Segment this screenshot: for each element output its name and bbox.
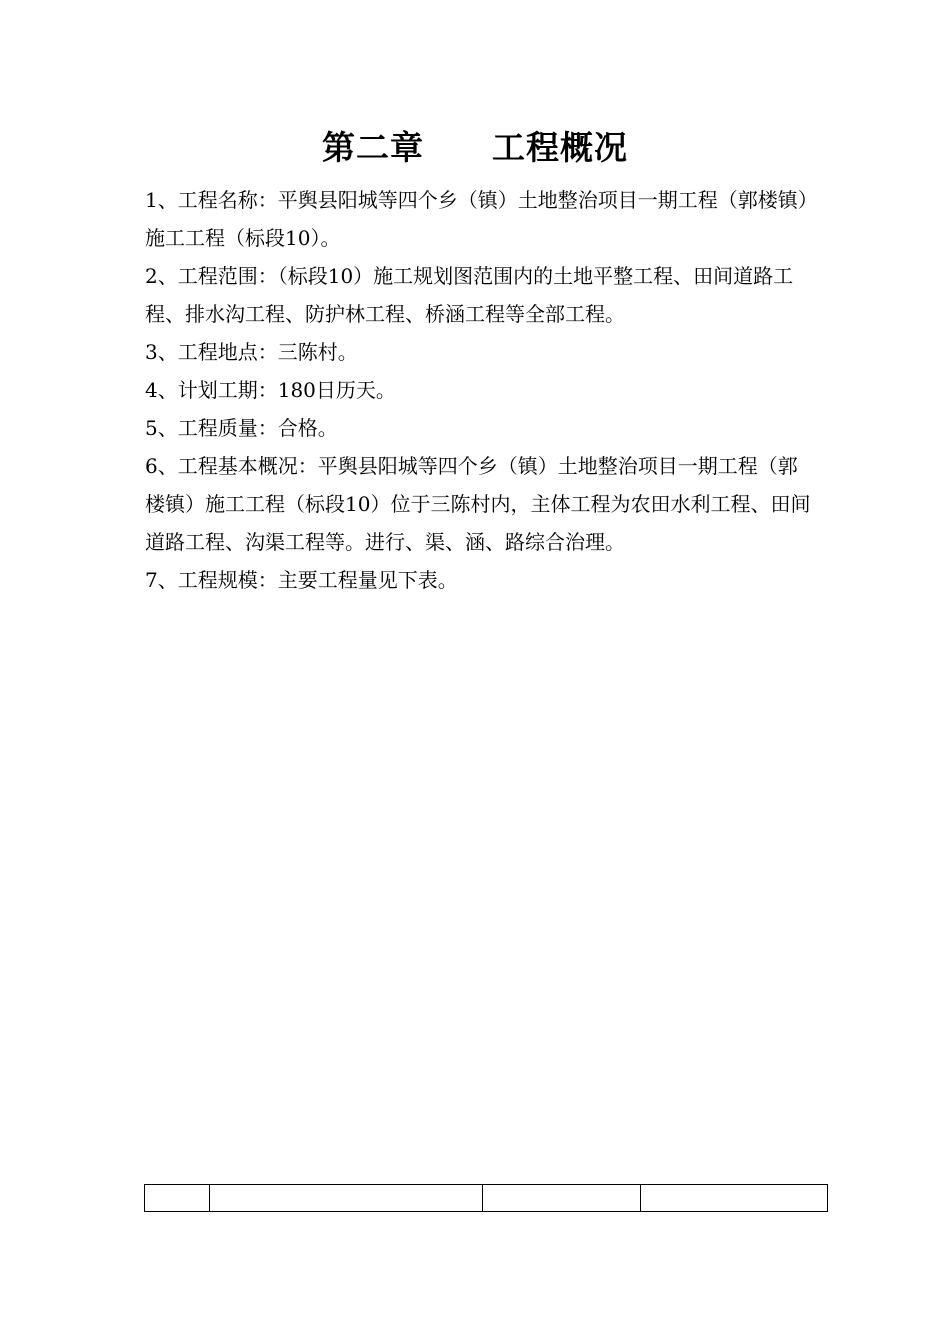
table-cell [483,1185,641,1212]
paragraph-project-name: 1、工程名称：平舆县阳城等四个乡（镇）土地整治项目一期工程（郭楼镇）施工工程（标段10）。 [145,188,808,250]
paragraph-project-scope: 2、工程范围：（标段10）施工规划图范围内的土地平整工程、田间道路工程、排水沟工程、防护林工程、桥涵工程等全部工程。 [145,264,794,326]
paragraph-project-location: 3、工程地点：三陈村。 [145,340,358,364]
document-body [145,181,817,599]
paragraph-project-schedule: 4、计划工期：180日历天。 [145,378,396,402]
table-cell [145,1185,210,1212]
table-cell [210,1185,483,1212]
table-cell [641,1185,828,1212]
paragraph-project-scale: 7、工程规模：主要工程量见下表。 [145,568,458,592]
chapter-title: 第二章 工程概况 [322,128,628,167]
paragraph-project-overview: 6、工程基本概况：平舆县阳城等四个乡（镇）土地整治项目一期工程（郭楼镇）施工工程（标段10）位于三陈村内，主体工程为农田水利工程、田间道路工程、沟渠工程等。进行、渠、涵、路综合治理。 [145,454,811,554]
paragraph-project-quality: 5、工程质量：合格。 [145,416,338,440]
quantities-table [144,1184,828,1212]
table-row [145,1185,828,1212]
